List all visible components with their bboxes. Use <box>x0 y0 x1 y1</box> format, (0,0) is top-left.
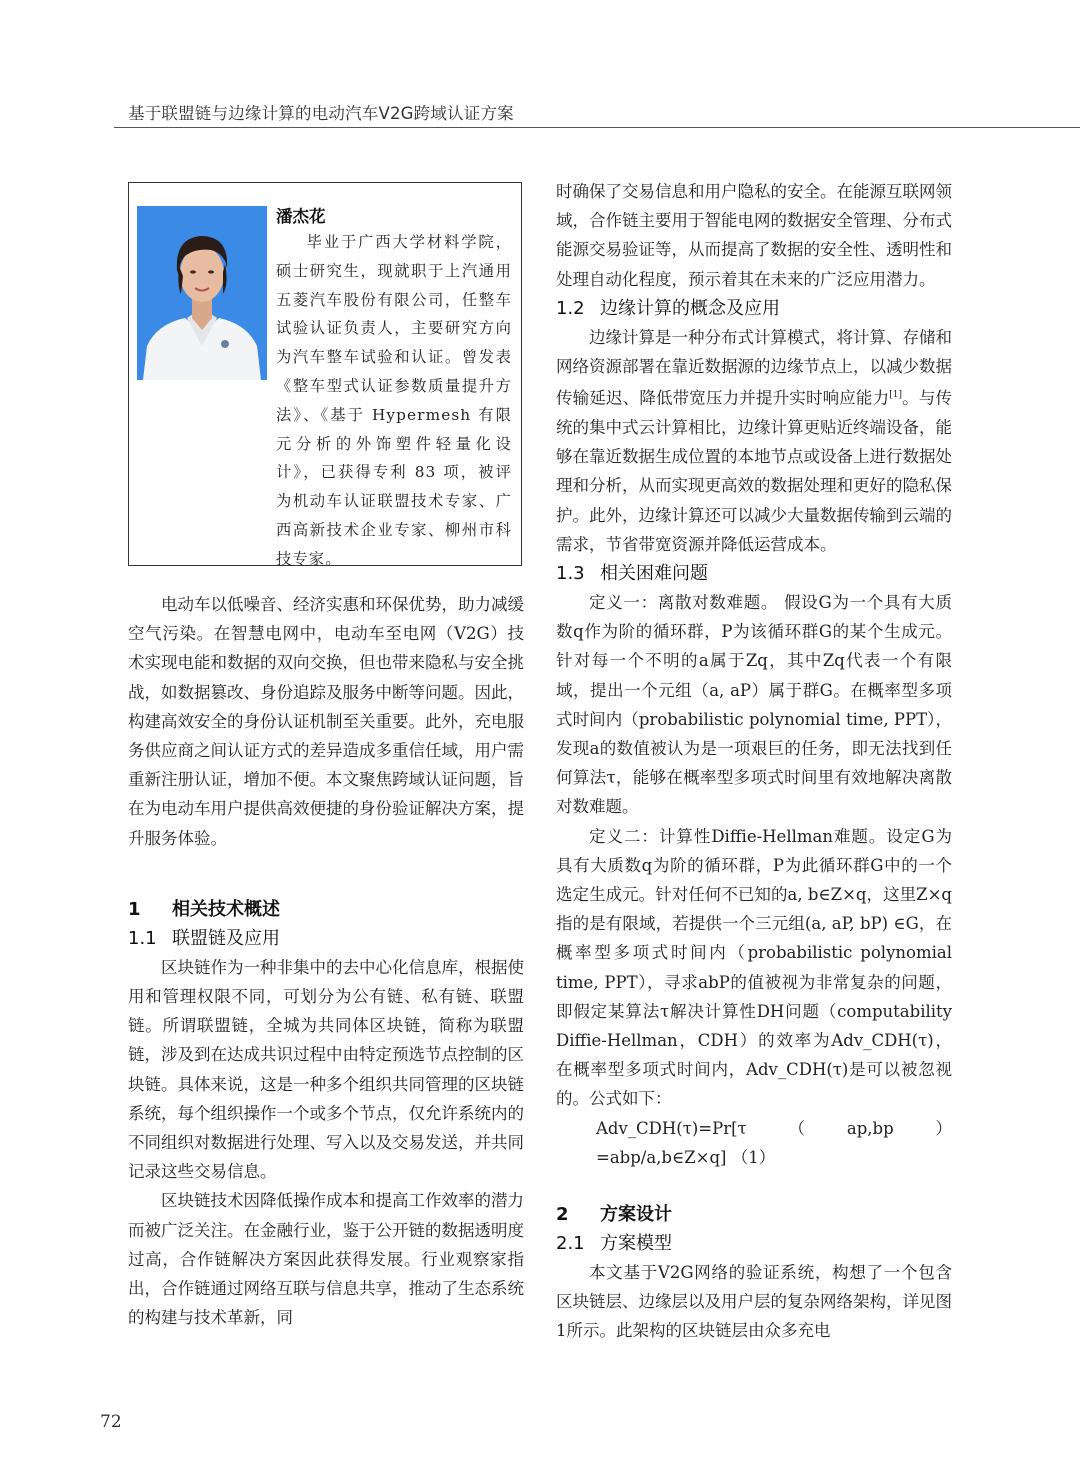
running-head: 基于联盟链与边缘计算的电动汽车V2G跨域认证方案 <box>128 104 514 123</box>
section-title: 方案设计 <box>600 1204 672 1225</box>
section-heading-2 <box>556 1200 952 1229</box>
body-paragraph: 区块链技术因降低操作成本和提高工作效率的潜力而被广泛关注。在金融行业，鉴于公开链的数据透明度过高，合作链解决方案因此获得发展。行业观察家指出，合作链通过网络互联与信息共享，推动了生态系统的构建与技术革新，同 <box>128 1191 524 1328</box>
body-text: 边缘计算是一种分布式计算模式，将计算、存储和网络资源部署在靠近数据源的边缘节点上，以减少数据传输延迟、降低带宽压力并提升实时响应能力 <box>556 327 952 408</box>
section-number: 2 <box>556 1204 569 1225</box>
page-number: 72 <box>100 1412 122 1432</box>
subsection-heading-2-1 <box>556 1229 952 1258</box>
subsection-heading-1-1 <box>128 924 524 953</box>
section-number: 1 <box>128 898 141 920</box>
author-photo <box>137 206 267 380</box>
subsection-title: 相关困难问题 <box>600 562 708 584</box>
equation: Adv_CDH(τ)=Pr[τ（ap,bp）=abp/a,b∈Z×q] （1） <box>596 1118 952 1167</box>
subsection-number: 1.3 <box>556 562 585 584</box>
subsection-number: 1.1 <box>128 927 157 949</box>
definition-paragraph: 定义一：离散对数难题。 假设G为一个具有大质数q作为阶的循环群，P为该循环群G的某个生成元。针对每一个不明的a属于Zq，其中Zq代表一个有限域，提出一个元组（a, aP）属于群G。在概率型多项式时间内（probabilistic polynomial time, PPT），发现a的数值被认为是一项艰巨的任务，即无法找到任何算法τ，能够在概率型多项式时间里有效地解决离散对数难题。 <box>556 592 952 817</box>
author-bio-text: 毕业于广西大学材料学院，硕士研究生，现就职于上汽通用五菱汽车股份有限公司，任整车试验认证负责人，主要研究方向为汽车整车试验和认证。曾发表《整车型式认证参数质量提升方法》、《基于 Hypermesh 有限元分析的外饰塑件轻量化设计》，已获得专利 83 项，被评为机动车认证联盟技术专家、广西高新技术企业专家、柳州市科技专家。 <box>276 233 512 568</box>
definition-paragraph: 定义二：计算性Diffie-Hellman难题。设定G为具有大质数q为阶的循环群，P为此循环群G中的一个选定生成元。针对任何不已知的a, b∈Z×q，这里Z×q指的是有限域，若提供一个三元组(a, aP, bP) ∈G，在概率型多项式时间内（probabilistic polynomial time, PPT），寻求abP的值被视为非常复杂的问题，即假定某算法τ解决计算性DH问题（computability Diffie-Hellman，CDH）的效率为Adv_CDH(τ)，在概率型多项式时间内，Adv_CDH(τ)是可以被忽视的。公式如下： <box>556 826 952 1109</box>
subsection-number: 1.2 <box>556 297 585 319</box>
subsection-heading-1-3 <box>556 559 952 588</box>
subsection-heading-1-2 <box>556 294 952 323</box>
subsection-number: 2.1 <box>556 1233 585 1254</box>
body-text: 。与传统的集中式云计算相比，边缘计算更贴近终端设备，能够在靠近数据生成位置的本地节点或设备上进行数据处理和分析，从而实现更高效的数据处理和更好的隐私保护。此外，边缘计算还可以减少大量数据传输到云端的需求，节省带宽资源并降低运营成本。 <box>556 388 953 554</box>
right-column <box>556 177 952 1346</box>
intro-paragraph: 电动车以低噪音、经济实惠和环保优势，助力减缓空气污染。在智慧电网中，电动车至电网（V2G）技术实现电能和数据的双向交换，但也带来隐私与安全挑战，如数据篡改、身份追踪及服务中断等问题。因此，构建高效安全的身份认证机制至关重要。此外，充电服务供应商之间认证方式的差异造成多重信任域，用户需重新注册认证，增加不便。本文聚焦跨域认证问题，旨在为电动车用户提供高效便捷的身份验证解决方案，提升服务体验。 <box>128 595 524 848</box>
subsection-title: 方案模型 <box>600 1233 672 1254</box>
subsection-title: 边缘计算的概念及应用 <box>600 297 780 319</box>
body-paragraph-continued: 时确保了交易信息和用户隐私的安全。在能源互联网领域，合作链主要用于智能电网的数据安全管理、分布式能源交易验证等，从而提高了数据的安全性、透明性和处理自动化程度，预示着其在未来的广泛应用潜力。 <box>556 182 952 289</box>
author-portrait-icon <box>137 206 267 380</box>
author-bio-box <box>128 182 522 566</box>
body-paragraph: 区块链作为一种非集中的去中心化信息库，根据使用和管理权限不同，可划分为公有链、私有链、联盟链。所谓联盟链，全城为共同体区块链，简称为联盟链，涉及到在达成共识过程中由特定预选节点控制的区块链。具体来说，这是一种多个组织共同管理的区块链系统，每个组织操作一个或多个节点，仅允许系统内的不同组织对数据进行处理、写入以及交易发送，并共同记录这些交易信息。 <box>128 957 524 1182</box>
header-rule <box>114 127 1080 128</box>
body-paragraph: 本文基于V2G网络的验证系统，构想了一个包含区块链层、边缘层以及用户层的复杂网络架构，详见图1所示。此架构的区块链层由众多充电 <box>556 1263 952 1341</box>
left-column <box>128 590 524 1332</box>
section-heading-1 <box>128 895 524 924</box>
citation-reference: [1] <box>889 390 903 401</box>
body-paragraph <box>556 323 952 559</box>
subsection-title: 联盟链及应用 <box>172 927 280 949</box>
section-title: 相关技术概述 <box>172 898 280 920</box>
author-name: 潘杰花 <box>276 207 326 226</box>
